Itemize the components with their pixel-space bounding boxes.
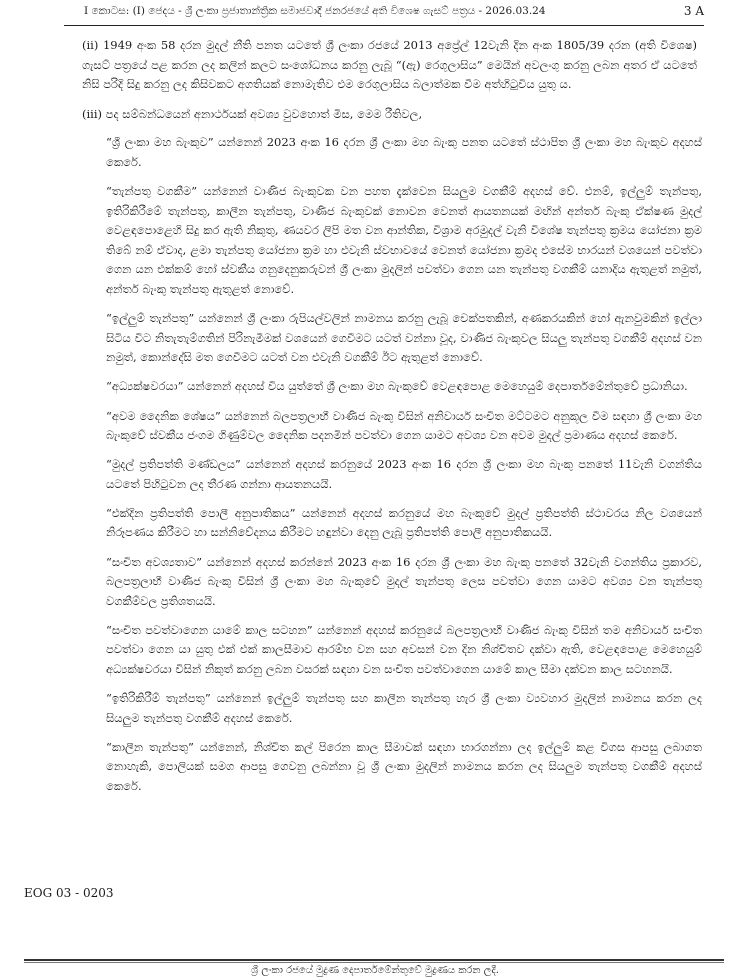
page-header	[64, 0, 704, 22]
definition-savings-deposits: “ඉතිරිකිරීම් තැන්පතු” යන්නෙන් ඉල්ලුම් තැන්පතු සහ කාලීන තැන්පතු හැර ශ්‍රී ලංකා ව්‍යවහාර මුදලින් නාමනය කරන ලද සියලුම තැන්පතු වගකීම් අදහස් කෙරේ.	[106, 691, 702, 725]
definitions-list	[106, 133, 702, 796]
definition-central-bank: “ශ්‍රී ලංකා මහ බැංකුව” යන්නෙන් 2023 අංක 16 දරන ශ්‍රී ලංකා මහ බැංකු පනත යටතේ ස්ථාපිත ශ්‍රී ලංකා මහ බැංකුව අදහස් කෙරේ.	[106, 135, 702, 169]
definition-time-deposits: “කාලීන තැන්පතු” යන්නෙන්, නිශ්චිත කල් පිරෙන කාල සීමාවක් සඳහා භාරගන්නා ලද ඉල්ලුම් කළ විගස ආපසු ලබාගත නොහැකි, පොලියක් සමග ආපසු ගෙවනු ලබන්නා වූ ශ්‍රී ලංකා මුදලින් නාමනය කරන ලද සියලුම තැන්පතු වගකීම් අදහස් කෙරේ.	[106, 739, 702, 793]
clause-ii: (ii) 1949 අංක 58 දරන මුදල් නීති පනත යටතේ ශ්‍රී ලංකා රජයේ 2013 අප්‍රේල් 12වැනි දින අංක 1805/39 දරන (අති විශෙෂ) ගැසට් පත්‍රයේ පළ කරන ලද කලින් කලට සංශෝධනය කරනු ලැබූ “(ඇ) රෙගුලාසිය” මෙයින් අවලංගු කරනු ලබන අතර ඒ යටතේ නිසි පරිදි සිදු කරනු ලද කිසිවකට අගතියක් නොමැතිව එම රෙගුලාසිය බලාත්මක වීම අත්හිටුවිය යුතු ය.	[82, 38, 697, 92]
footer-divider-thin	[24, 962, 724, 963]
gazette-header-title: I කොටස: (I) ජෙදය - ශ්‍රී ලංකා ප්‍රජාතාන්ත්‍රික සමාජවාදී ජනරජයේ අති විශෙෂ ගැසට් පත්‍රය - 2026.03.24	[84, 5, 546, 17]
header-divider	[64, 25, 704, 26]
definition-director: “අධ්‍යක්ෂවරයා” යන්නෙන් අදහස් විය යුත්තේ ශ්‍රී ලංකා මහ බැංකුවේ වෙළඳපොළ මෙහෙයුම් දෙපාර්තමේන්තුවේ ප්‍රධානියා.	[106, 379, 688, 394]
definition-overnight-policy-rate: “එක්දින ප්‍රතිපත්ති පොලී අනුපාතිකය” යන්නෙන් අදහස් කරනුයේ මහ බැංකුවේ මුදල් ප්‍රතිපත්ති ස්ථාවරය නිල වශයෙන් නිරූපණය කිරීමට හා සන්නිවේදනය කිරීමට හඳුන්වා දෙනු ලැබූ ප්‍රතිපත්ති පොලී අනුපාතිකයයි.	[106, 505, 702, 540]
definition-minimum-daily-balance: “අවම දෛනික ශේෂය” යන්නෙන් බලපත්‍රලාභී වාණිජ බැංකු විසින් අනිවාර්ය සංචිත මට්ටමට අනුකූල වීම සඳහා ශ්‍රී ලංකා මහ බැංකුවේ ස්වකීය ජංගම ගිණුම්වල දෛනික පදනමින් පවත්වා ගෙන යාමට අවශ්‍ය වන අවම මුදල් ප්‍රමාණය අදහස් කෙරේ.	[106, 408, 702, 443]
clause-iii-intro: (iii) පද සම්බන්ධයෙන් අනාර්ථයක් අවශ්‍ය වුවහොත් මිස, මෙම රීතිවල,	[82, 106, 423, 121]
document-body	[82, 36, 702, 806]
printer-note: ශ්‍රී ලංකා රජයේ මුද්‍රණ දෙපාර්තමේන්තුවේ මුද්‍රණය කරන ලදී.	[251, 965, 499, 976]
definition-reserve-maintenance-schedule: “සංචිත පවත්වාගෙන යාමේ කාල සටහන” යන්නෙන් අදහස් කරනුයේ බලපත්‍රලාභී වාණිජ බැංකු විසින් තම අනිවාර්ය සංචිත පවත්වා ගෙන යා යුතු එක් එක් කාලසීමාව ආරම්භ වන සහ අවසන් වන දින නිශ්චිතව දක්වා ඇති, වෙළඳපොළ මෙහෙයුම් අධ්‍යක්ෂවරයා විසින් නිකුත් කරනු ලබන වසරක් සඳහා වන සංචිත පවත්වාගෙන යාමේ කාල සීමා දක්වන කාල සටහනයි.	[106, 622, 702, 677]
definition-deposit-liability: “තැන්පතු වගකීම” යන්නෙන් වාණිජ බැංකුවක වන පහත දැක්වෙන සියලුම වගකීම් අදහස් වේ. එනම්, ඉල්ලුම් තැන්පතු, ඉතිරිකිරීමේ තැන්පතු, කාලීන තැන්පතු, වාණිජ බැංකුවක් නොවන වෙනත් ආයතනයක් මඟින් අන්තර් බැංකු ඒක්ෂණ මුදල් වෙළඳපොළෙහි සිදු කර ඇති නිකුතු, ණයවර ලිපි මත වන ආන්තික, විශ්‍රාම අරමුදල් වැනි විශේෂ තැන්පතු ක්‍රමය යෝජනා ක්‍රම තිබේ නම් ඒවාද, ළමා තැන්පතු යෝජනා ක්‍රම හා එවැනි ස්වභාවයේ වෙනත් යෝජනා ක්‍රමද එසේම භාරයන් වශයෙන් පවත්වා ගෙන යන එක්කම් හෝ ස්වකීය ගනුදෙනුකරුවන් ශ්‍රී ලංකා මුදලින් පවත්වා ගෙන යන තැන්පතු වගකීම් යනාදිය ඇතුළත් නමුත්, අන්තර් බැංකු තැන්පතු ඇතුළත් නොවේ.	[106, 184, 702, 297]
definition-demand-deposits: “ඉල්ලුම් තැන්පතු” යන්නෙන් ශ්‍රී ලංකා රුපියල්වලින් නාමනය කරනු ලැබූ චෙක්පතකින්, අණකරයකින් හෝ ඇනවුමකින් ඉල්ලා සිටිය විට නිතැතැම්ගතින් පිරිනැමීමක් වශයෙන් ගෙවීමට යටත් වන්නා වූද, වාණිජ බැංකුවල සියලු තැන්පතු වගකීම් අදහස් වන නමුත්, කොන්දේසි මත ගෙවීමට යටත් වන එවැනි වගකීම් ඊට ඇතුළත් නොවේ.	[106, 311, 702, 365]
document-code: EOG 03 - 0203	[24, 886, 114, 900]
definition-reserve-requirement: “සංචිත අවශ්‍යතාව” යන්නෙන් අදහස් කරන්නේ 2023 අංක 16 දරන ශ්‍රී ලංකා මහ බැංකු පනතේ 32වැනි වගන්තිය ප්‍රකාරව, බලපත්‍රලාභී වාණිජ බැංකු විසින් ශ්‍රී ලංකා මහ බැංකුවේ මුදල් තැන්පතු ලෙස පවත්වා ගෙන යාමට අවශ්‍ය වන තැන්පතු වගකීම්වල ප්‍රතිශතයයි.	[106, 554, 702, 608]
page-number: 3 A	[683, 4, 704, 18]
definition-monetary-policy-board: “මුදල් ප්‍රතිපත්ති මණ්ඩලය” යන්නෙන් අදහස් කරනුයේ 2023 අංක 16 දරන ශ්‍රී ලංකා මහ බැංකු පනතේ 11වැනි වගන්තිය යටතේ පිහිටුවන ලද තීරණ ගන්නා ආයතනයයි.	[106, 457, 702, 491]
footer-divider	[24, 959, 724, 961]
